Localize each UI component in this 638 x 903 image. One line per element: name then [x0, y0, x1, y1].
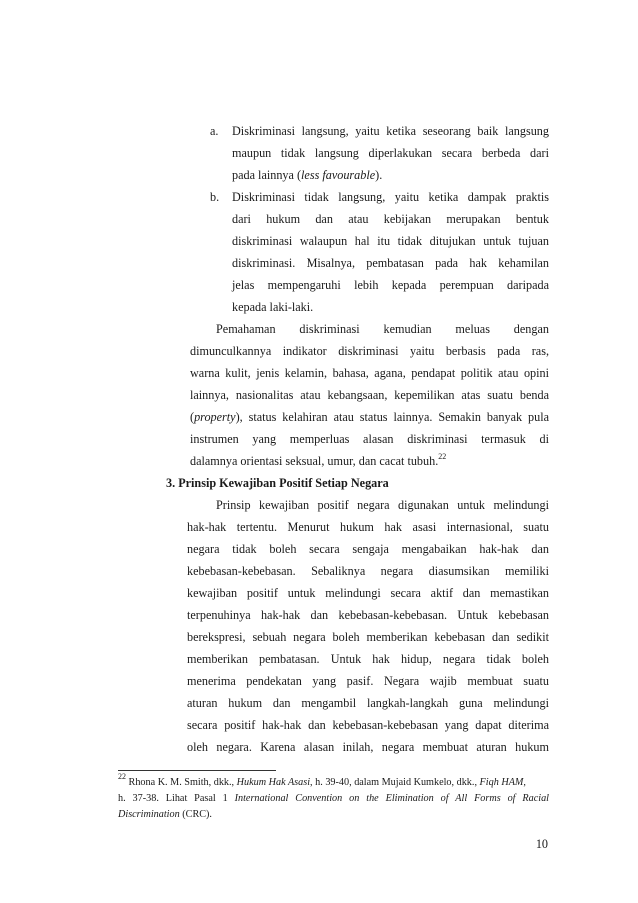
section-line: terpenuhinya hak-hak dan kebebasan-kebebasan. Untuk kebebasan [187, 608, 549, 622]
section-heading: 3. Prinsip Kewajiban Positif Setiap Negara [166, 476, 389, 490]
list-a-line: maupun tidak langsung diperlakukan secara berbeda dari [232, 146, 549, 160]
paragraph-line: dalamnya orientasi seksual, umur, dan cacat tubuh.$^{22}$ [190, 452, 447, 468]
list-a-line: pada lainnya (less favourable). [232, 168, 383, 182]
list-marker-a: a. [210, 124, 219, 138]
footnote-reference: 22 [438, 452, 447, 461]
footnote-line: h. 37-38. Lihat Pasal 1 International Convention on the Elimination of All Forms of Racial [118, 793, 550, 804]
section-line: secara positif hak-hak dan kebebasan-kebebasan yang dapat diterima [187, 718, 549, 732]
section-line: aturan hukum dan mengambil langkah-langkah guna melindungi [187, 696, 549, 710]
list-marker-b: b. [210, 190, 220, 204]
list-b-line: dari hukum dan atau kebijakan merupakan bentuk [232, 212, 549, 226]
footnote-line: Discrimination (CRC). [118, 809, 212, 820]
page-number: 10 [535, 837, 548, 851]
footnote-separator [118, 770, 276, 771]
list-b-line: kepada laki-laki. [232, 300, 314, 314]
paragraph-line: instrumen yang memperluas alasan diskriminasi termasuk di [190, 432, 549, 446]
paragraph-line: (property), status kelahiran atau status lainnya. Semakin banyak pula [190, 410, 549, 424]
list-b-line: jelas mempengaruhi lebih kepada perempuan daripada [232, 278, 549, 292]
section-line: menerima pendekatan yang pasif. Negara wajib membuat suatu [187, 674, 549, 688]
paragraph-line: lainnya, nasionalitas atau kebangsaan, kepemilikan atas suatu benda [190, 388, 549, 402]
list-a-line: Diskriminasi langsung, yaitu ketika seseorang baik langsung [232, 124, 549, 138]
paragraph-line: warna kulit, jenis kelamin, bahasa, agana, pendapat politik atau opini [190, 366, 549, 380]
footnote-number: 22 [118, 772, 126, 781]
footnote-line: $^{22}$ Rhona K. M. Smith, dkk., Hukum Hak Asasi, h. 39-40, dalam Mujaid Kumkelo, dkk., Fiqh HAM, [118, 772, 526, 788]
section-line: oleh negara. Karena alasan inilah, negara membuat aturan hukum [187, 740, 549, 754]
section-line: memberikan pembatasan. Untuk hak hidup, negara tidak boleh [187, 652, 549, 666]
list-b-line: Diskriminasi tidak langsung, yaitu ketika dampak praktis [232, 190, 549, 204]
list-b-line: diskriminasi walaupun hal itu tidak ditujukan untuk tujuan [232, 234, 549, 248]
section-line: berekspresi, sebuah negara boleh memberikan kebebasan dan sedikit [187, 630, 549, 644]
section-line: hak-hak tertentu. Menurut hukum hak asasi internasional, suatu [187, 520, 549, 534]
section-line: negara tidak boleh secara sengaja mengabaikan hak-hak dan [187, 542, 549, 556]
paragraph-line: Pemahaman diskriminasi kemudian meluas dengan [216, 322, 549, 336]
list-b-line: diskriminasi. Misalnya, pembatasan pada hak kehamilan [232, 256, 549, 270]
section-line: Prinsip kewajiban positif negara digunakan untuk melindungi [216, 498, 549, 512]
paragraph-line: dimunculkannya indikator diskriminasi yaitu berbasis pada ras, [190, 344, 549, 358]
section-line: kewajiban positif untuk melindungi secara aktif dan memastikan [187, 586, 549, 600]
section-line: kebebasan-kebebasan. Sebaliknya negara diasumsikan memiliki [187, 564, 549, 578]
